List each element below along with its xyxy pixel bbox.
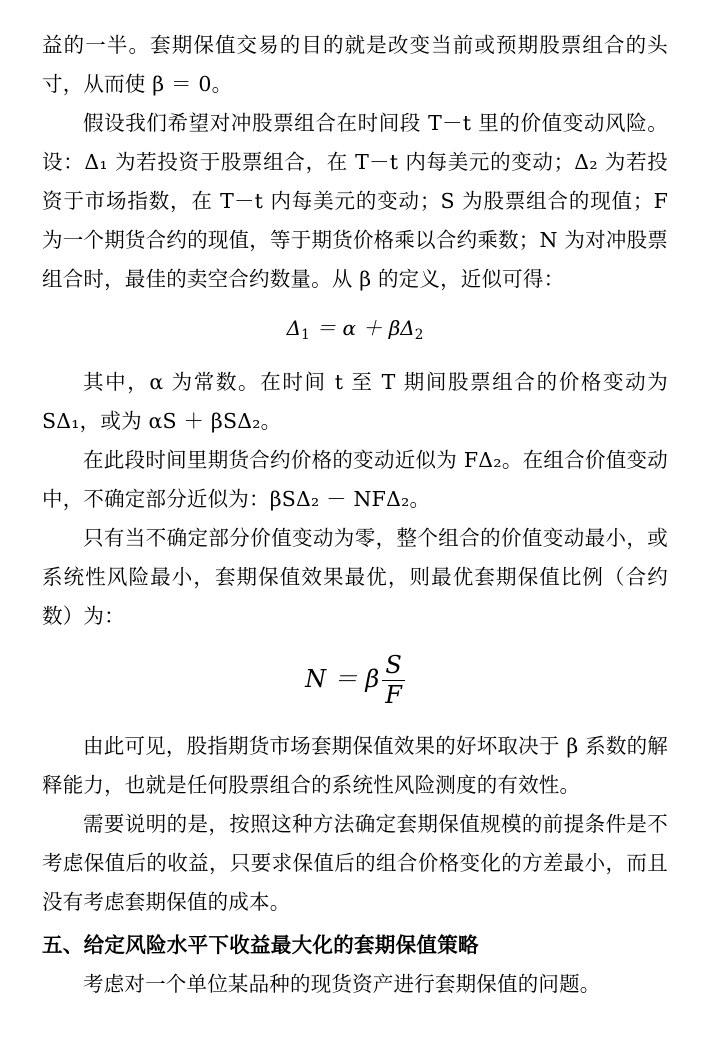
formula1-delta2: Δ [400,316,415,340]
formula1-lhs-sub: 1 [301,326,310,343]
formula1-delta2-sub: 2 [414,326,424,343]
formula1-alpha: α [342,316,356,340]
paragraph-4: 在此段时间里期货合约价格的变动近似为 FΔ₂。在组合价值变动中，不确定部分近似为：βSΔ₂ － NFΔ₂。 [42,447,668,511]
paragraph-6: 由此可见，股指期货市场套期保值效果的好坏取决于 β 系数的解释能力，也就是任何股票组合的系统性风险测度的有效性。 [42,733,668,797]
formula1-beta: β [388,316,401,340]
formula1-lhs: Δ [286,316,302,340]
paragraph-3: 其中，α 为常数。在时间 t 至 T 期间股票组合的价格变动为 SΔ₁，或为 αS ＋ βSΔ₂。 [42,369,668,433]
formula2-equals: ＝ [333,664,358,693]
formula2-lhs: N [305,664,327,693]
formula-delta-relation [42,309,668,355]
formula2-numerator: S [382,652,405,681]
formula-hedge-ratio [42,652,668,709]
paragraph-7: 需要说明的是，按照这种方法确定套期保值规模的前提条件是不考虑保值后的收益，只要求保值后的组合价格变化的方差最小，而且没有考虑套期保值的成本。 [42,811,668,914]
paragraph-5: 只有当不确定部分价值变动为零，整个组合的价值变动最小，或系统性风险最小，套期保值效果最优，则最优套期保值比例（合约数）为： [42,525,668,628]
formula1-equals: ＝ [316,316,337,340]
paragraph-2: 假设我们希望对冲股票组合在时间段 T－t 里的价值变动风险。设：Δ₁ 为若投资于股票组合，在 T－t 内每美元的变动；Δ₂ 为若投资于市场指数，在 T－t 内每美元的变动；S 为股票组合的现值；F 为一个期货合约的现值，等于期货价格乘以合约乘数；N 为对冲股票组合时，最佳的卖空合约数量。从 β 的定义，近似可得： [42,111,668,291]
formula2-beta: β [365,664,380,693]
section-heading: 五、给定风险水平下收益最大化的套期保值策略 [42,932,479,957]
formula2-denominator: F [385,680,402,709]
formula1-plus: ＋ [362,316,383,340]
formula2-fraction [382,652,405,709]
paragraph-1: 益的一半。套期保值交易的目的就是改变当前或预期股票组合的头寸，从而使 β ＝ 0。 [42,33,668,96]
paragraph-8: 考虑对一个单位某品种的现货资产进行套期保值的问题。 [83,971,601,996]
